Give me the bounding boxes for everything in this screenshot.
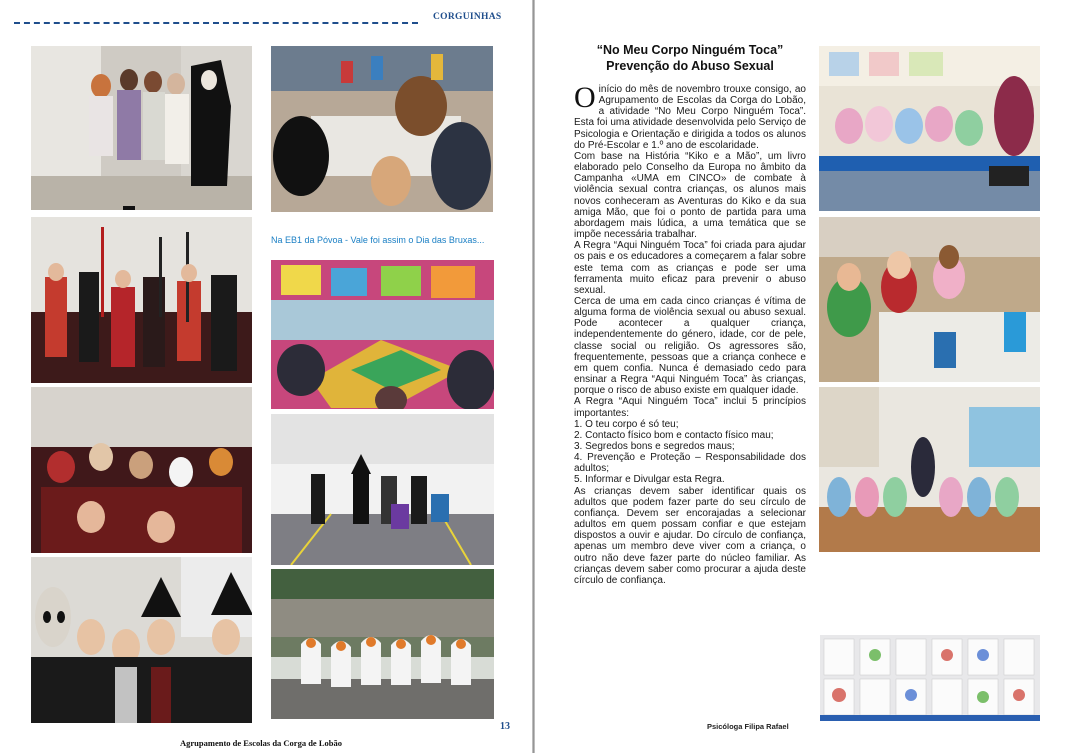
photo-witch-hats [31, 557, 252, 723]
photo-ghost-parade [271, 569, 494, 719]
page-number: 13 [500, 721, 510, 732]
photo-outdoor-group [271, 414, 494, 565]
photo-drawing-activity [819, 217, 1040, 382]
photo-caption: Na EB1 da Póvoa - Vale foi assim o Dia das Bruxas... [271, 235, 485, 245]
photo-psychologist-with-children [819, 46, 1040, 211]
header-dashed-rule [14, 22, 418, 24]
dropcap-letter: O [574, 81, 596, 114]
photo-halloween-costumes-hallway [31, 46, 252, 210]
section-title: CORGUINHAS [433, 12, 502, 22]
article-paragraph-3: A Regra “Aqui Ninguém Toca” foi criada para ajudar os pais e os educadores a começarem a falar sobre este tema com as crianças e pode ser uma ferramenta muito eficaz para prevenir o abuso sexual. [574, 240, 806, 296]
principle-item: 2. Contacto físico bom e contacto físico mau; [574, 429, 774, 441]
photo-kids-devil-costumes [31, 217, 252, 383]
principle-item: 3. Segredos bons e segredos maus; [574, 441, 735, 452]
article-paragraph-1: O início do mês de novembro trouxe consigo, ao Agrupamento de Escolas da Corga do Lobão, a atividade “No Meu Corpo Ninguém Toca”. Esta foi uma atividade desenvolvida pelo Serviço de Psicologia e Orientação e dirigida a todos os alunos do Pré-Escolar e 1.º ano de escolaridade. [574, 81, 806, 151]
photo-group-masks [31, 387, 252, 553]
article-paragraph-6: As crianças devem saber identificar quais os adultos que podem fazer parte do seu círculo de confiança. Devem ser encorajadas a selecionar adultos em quem possam confiar e que estejam dispostos a ouvir e ajudar. Do círculo de confiança, apenas um membro deve viver com a criança, o outro não deve fazer parte do núcleo familiar. As crianças devem saber como procurar a ajuda deste círculo de confiança. [574, 485, 806, 586]
article-paragraph-5: A Regra “Aqui Ninguém Toca” inclui 5 princípios importantes: [574, 396, 806, 419]
principle-item: 1. O teu corpo é só teu; [574, 418, 679, 430]
photo-group-of-children-classroom [819, 387, 1040, 552]
article-paragraph-2: Com base na História “Kiko e a Mão”, um livro elaborado pelo Conselho da Europa no âmbito da Campanha «UMA em CINCO» de combate à violência sexual contra crianças, os alunos mais novos conheceram as Aventuras do Kiko e da sua amiga Mão, que foi o ponto de partida para uma abordagem mais lúdica, a uma temática que se impõe necessária trabalhar. [574, 150, 806, 241]
photo-classroom-dia-das-bruxas [271, 260, 494, 409]
article-title-line1: “No Meu Corpo Ninguém Toca” [596, 43, 784, 57]
principle-item: 4. Prevenção e Proteção – Responsabilidade dos adultos; [574, 452, 806, 475]
principle-item: 5. Informar e Divulgar esta Regra. [574, 474, 725, 486]
article-body [574, 81, 806, 586]
photo-children-drawing [271, 46, 493, 212]
photo-children-artwork-wall [820, 635, 1040, 721]
article-paragraph-4: Cerca de uma em cada cinco crianças é vítima de alguma forma de violência sexual ou abuso sexual. Pode acontecer a qualquer criança, independentemente do género, idade, cor de pele, classe social ou religião. Os agressores são, frequentemente, pessoas que a criança conhece e em quem confia. Nunca é demasiado cedo para ensinar a Regra “Aqui Ninguém Toca” às crianças, porque o risco de abuso existe em qualquer idade. [574, 295, 806, 397]
footer-school-name: Agrupamento de Escolas da Corga de Lobão [180, 738, 342, 748]
article-author: Psicóloga Filipa Rafael [707, 722, 789, 731]
article-title-line2: Prevenção do Abuso Sexual [606, 59, 774, 73]
left-page [0, 0, 532, 753]
article-title [574, 42, 806, 74]
